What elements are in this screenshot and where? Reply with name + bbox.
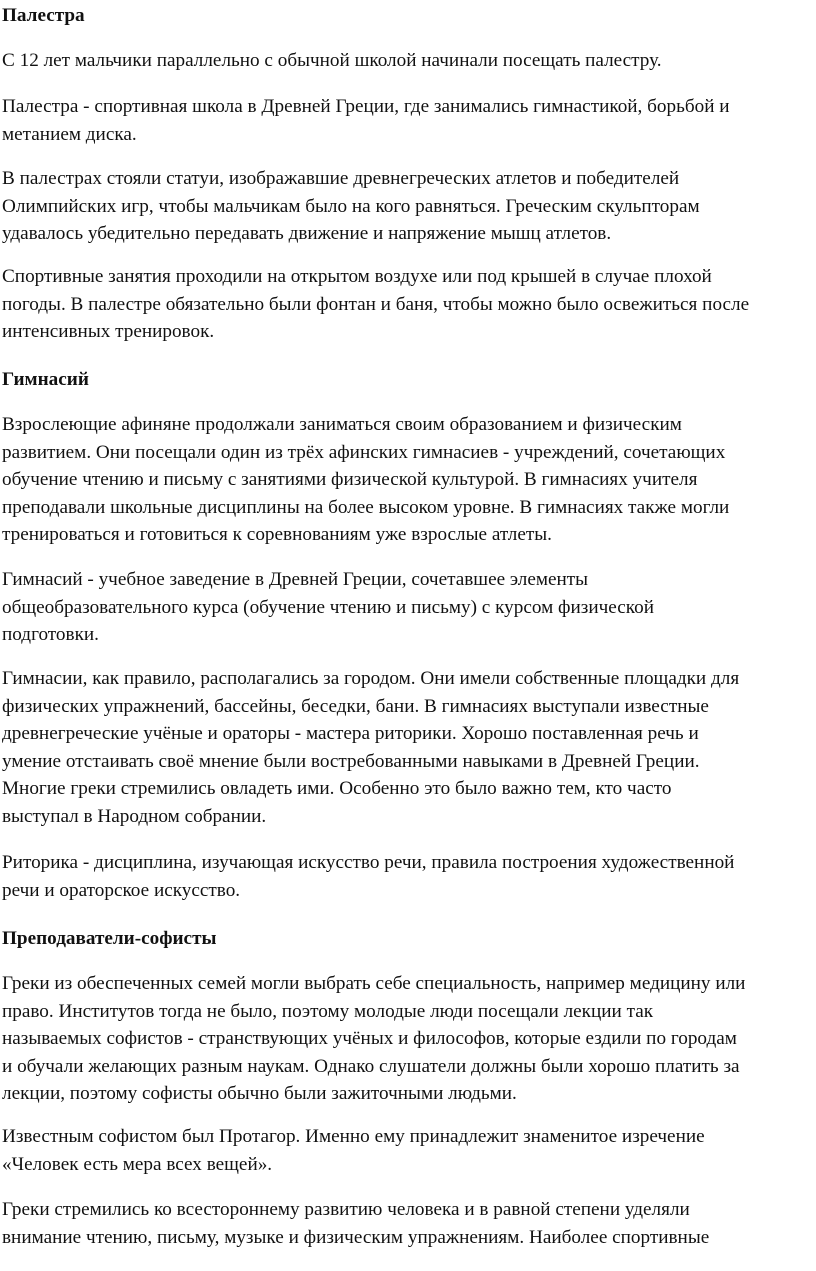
- section-heading-gymnasium: Гимнасий: [2, 369, 89, 390]
- section-heading-sophists: Преподаватели-софисты: [2, 928, 217, 949]
- paragraph: Спортивные занятия проходили на открытом воздухе или под крышей в случае плохой погоды. В палестре обязательно были фонтан и баня, чтобы можно было освежиться после интенсивных тренировок.: [2, 266, 750, 343]
- paragraph: Риторика - дисциплина, изучающая искусство речи, правила построения художественной речи и ораторское искусство.: [2, 852, 735, 901]
- paragraph: С 12 лет мальчики параллельно с обычной школой начинали посещать палестру.: [2, 50, 662, 71]
- paragraph: Палестра - спортивная школа в Древней Греции, где занимались гимнастикой, борьбой и метанием диска.: [2, 96, 730, 145]
- paragraph: В палестрах стояли статуи, изображавшие древнегреческих атлетов и победителей Олимпийских игр, чтобы мальчикам было на кого равняться. Греческим скульпторам удавалось убедительно передавать движение и напряжение мышц атлетов.: [2, 168, 700, 245]
- paragraph: Греки стремились ко всестороннему развитию человека и в равной степени уделяли внимание чтению, письму, музыке и физическим упражнениям. Наиболее спортивные: [2, 1199, 710, 1248]
- section-heading-palaestra: Палестра: [2, 5, 85, 26]
- paragraph: Гимнасии, как правило, располагались за городом. Они имели собственные площадки для физических упражнений, бассейны, беседки, бани. В гимнасиях выступали известные древнегреческие учёные и ораторы - мастера риторики. Хорошо поставленная речь и умение отстаивать своё мнение были востребованными навыками в Древней Греции. Многие греки стремились овладеть ими. Особенно это было важно тем, кто часто выступал в Народном собрании.: [2, 668, 740, 827]
- paragraph: Гимнасий - учебное заведение в Древней Греции, сочетавшее элементы общеобразовательного курса (обучение чтению и письму) с курсом физической подготовки.: [2, 569, 654, 646]
- paragraph: Взрослеющие афиняне продолжали заниматься своим образованием и физическим развитием. Они посещали один из трёх афинских гимнасиев - учреждений, сочетающих обучение чтению и письму с занятиями физической культурой. В гимнасиях учителя преподавали школьные дисциплины на более высоком уровне. В гимнасиях также могли тренироваться и готовиться к соревнованиям уже взрослые атлеты.: [2, 414, 730, 546]
- paragraph: Известным софистом был Протагор. Именно ему принадлежит знаменитое изречение «Человек есть мера всех вещей».: [2, 1126, 705, 1175]
- paragraph: Греки из обеспеченных семей могли выбрать себе специальность, например медицину или право. Институтов тогда не было, поэтому молодые люди посещали лекции так называемых софистов - странствующих учёных и философов, которые ездили по городам и обучали желающих разным наукам. Однако слушатели должны были хорошо платить за лекции, поэтому софисты обычно были зажиточными людьми.: [2, 973, 746, 1105]
